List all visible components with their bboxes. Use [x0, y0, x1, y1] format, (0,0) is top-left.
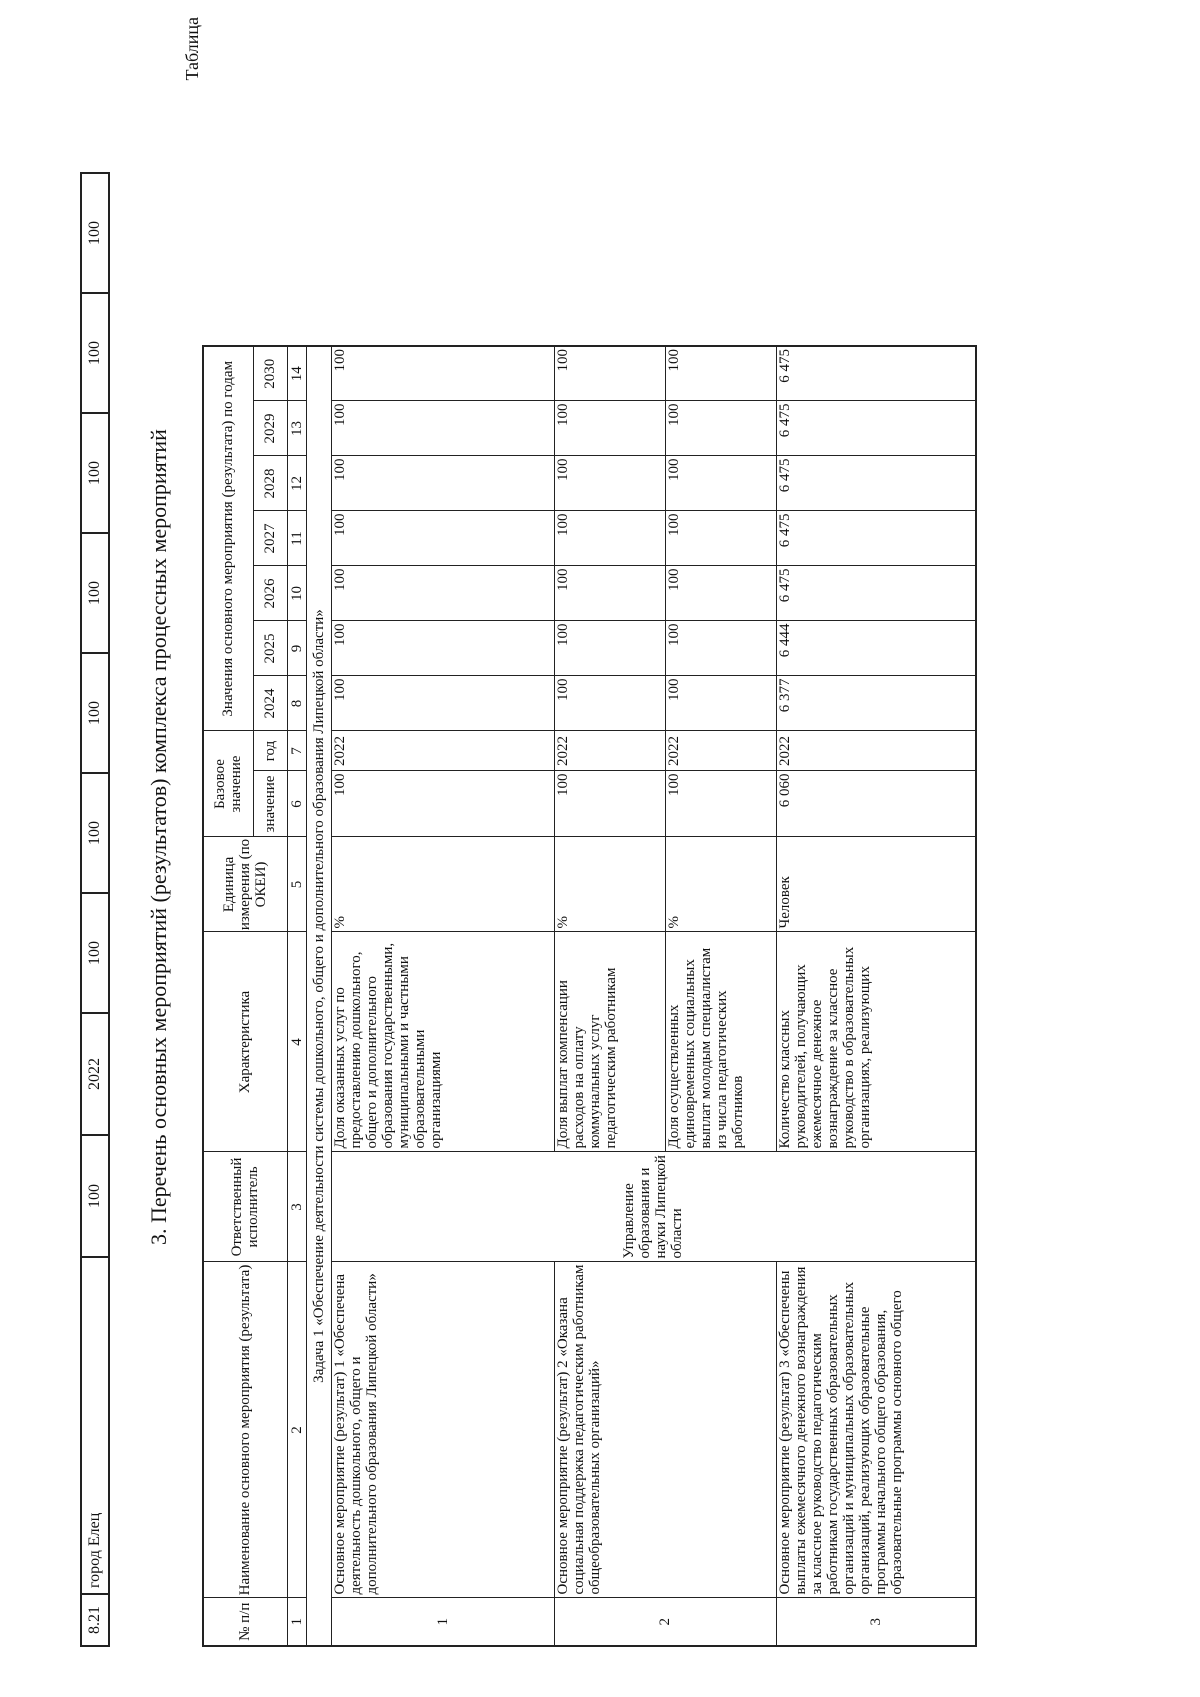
row-value: 100: [554, 456, 665, 511]
column-number: 2: [287, 1262, 306, 1598]
row-unit: %: [665, 837, 776, 932]
row-characteristic: Доля осуществленных единовременных социальных выплат молодым специалистам из числа педагогических работников: [665, 932, 776, 1152]
row-value: 100: [665, 401, 776, 456]
row-executor: Управление образования и науки Липецкой области: [331, 1152, 976, 1262]
previous-table-row: [80, 172, 110, 1647]
row-value: 100: [331, 676, 554, 731]
row-measure-name: Основное мероприятие (результат) 3 «Обеспечены выплаты ежемесячного денежного вознаграждения за классное руководство педагогическим работникам государственных образовательных организаций и муниципальных образовательных организаций, реализующих образовательные программы начального общего образования, образовательные программы основного общего: [776, 1262, 976, 1598]
row-num: 3: [776, 1598, 976, 1646]
column-number: 13: [287, 401, 306, 456]
prev-row-num: 8.21: [81, 1594, 109, 1646]
table-row: [554, 346, 665, 1646]
row-base-value: 6 060: [776, 771, 976, 837]
prev-row-value: 100: [81, 893, 109, 1013]
section-title: 3. Перечень основных мероприятий (результатов) комплекса процессных мероприятий: [146, 429, 171, 1245]
row-value: 6 475: [776, 456, 976, 511]
row-base-year: 2022: [776, 731, 976, 771]
header-year: 2025: [253, 621, 287, 676]
header-name: Наименование основного мероприятия (результата): [203, 1262, 287, 1598]
row-value: 100: [665, 346, 776, 401]
prev-row-value: 100: [81, 653, 109, 773]
header-year: 2027: [253, 511, 287, 566]
column-number: 7: [287, 731, 306, 771]
row-value: 100: [665, 676, 776, 731]
header-unit: Единица измерения (по ОКЕИ): [203, 837, 287, 932]
prev-row-value: 100: [81, 1135, 109, 1257]
header-base-value: значение: [253, 771, 287, 837]
prev-row-value: 2022: [81, 1013, 109, 1135]
table-label: Таблица: [182, 17, 202, 81]
column-number: 9: [287, 621, 306, 676]
row-value: 100: [331, 456, 554, 511]
task-title: Задача 1 «Обеспечение деятельности системы дошкольного, общего и дополнительного образования Липецкой области»: [306, 346, 331, 1646]
header-base: Базовое значение: [203, 731, 253, 837]
row-base-value: 100: [331, 771, 554, 837]
header-year: 2026: [253, 566, 287, 621]
row-value: 6 377: [776, 676, 976, 731]
header-values-by-year: Значения основного мероприятия (результата) по годам: [203, 346, 253, 731]
row-measure-name: Основное мероприятие (результат) 2 «Оказана социальная поддержка педагогическим работникам общеобразовательных организаций»: [554, 1262, 776, 1598]
header-year: 2028: [253, 456, 287, 511]
row-value: 100: [554, 346, 665, 401]
row-base-year: 2022: [665, 731, 776, 771]
row-base-year: 2022: [554, 731, 665, 771]
row-characteristic: Доля выплат компенсации расходов на оплату коммунальных услуг педагогическим работникам: [554, 932, 665, 1152]
row-value: 100: [331, 566, 554, 621]
header-base-year: год: [253, 731, 287, 771]
row-unit: %: [554, 837, 665, 932]
row-value: 100: [554, 621, 665, 676]
row-value: 100: [554, 676, 665, 731]
row-value: 6 475: [776, 566, 976, 621]
row-unit: Человек: [776, 837, 976, 932]
header-year: 2029: [253, 401, 287, 456]
row-value: 100: [554, 566, 665, 621]
row-value: 100: [331, 346, 554, 401]
row-num: 1: [331, 1598, 554, 1646]
prev-row-value: 100: [81, 533, 109, 653]
prev-row-value: 100: [81, 773, 109, 893]
header-num: № п/п: [203, 1598, 287, 1646]
header-executor: Ответственный исполнитель: [203, 1152, 287, 1262]
row-value: 100: [331, 401, 554, 456]
row-measure-name: Основное мероприятие (результат) 1 «Обеспечена деятельность дошкольного, общего и дополнительного образования Липецкой области»: [331, 1262, 554, 1598]
prev-row-value: 100: [81, 293, 109, 413]
header-year: 2024: [253, 676, 287, 731]
row-value: 100: [331, 511, 554, 566]
row-value: 100: [554, 511, 665, 566]
row-base-value: 100: [665, 771, 776, 837]
column-number: 12: [287, 456, 306, 511]
row-value: 6 475: [776, 346, 976, 401]
row-value: 100: [665, 621, 776, 676]
row-characteristic: Количество классных руководителей, получающих ежемесячное денежное вознаграждение за классное руководство в образовательных организациях, реализующих: [776, 932, 976, 1152]
column-number: 8: [287, 676, 306, 731]
row-value: 6 475: [776, 401, 976, 456]
column-number: 1: [287, 1598, 306, 1646]
prev-row-value: 100: [81, 173, 109, 293]
prev-row-name: город Елец: [81, 1257, 109, 1594]
column-number: 11: [287, 511, 306, 566]
row-value: 6 444: [776, 621, 976, 676]
table-row: [776, 346, 976, 1646]
row-value: 100: [665, 456, 776, 511]
column-number: 3: [287, 1152, 306, 1262]
row-base-value: 100: [554, 771, 665, 837]
row-unit: %: [331, 837, 554, 932]
row-base-year: 2022: [331, 731, 554, 771]
table-row: [331, 346, 554, 1646]
row-value: 100: [331, 621, 554, 676]
header-year: 2030: [253, 346, 287, 401]
column-number: 6: [287, 771, 306, 837]
row-value: 100: [665, 511, 776, 566]
row-characteristic: Доля оказанных услуг по предоставлению дошкольного, общего и дополнительного образования государственными, муниципальными и частными образовательными организациями: [331, 932, 554, 1152]
column-number: 5: [287, 837, 306, 932]
column-number: 10: [287, 566, 306, 621]
row-num: 2: [554, 1598, 776, 1646]
header-characteristic: Характеристика: [203, 932, 287, 1152]
measures-table: [202, 345, 977, 1647]
row-value: 100: [554, 401, 665, 456]
column-number: 4: [287, 932, 306, 1152]
prev-row-value: 100: [81, 413, 109, 533]
column-number: 14: [287, 346, 306, 401]
row-value: 6 475: [776, 511, 976, 566]
row-value: 100: [665, 566, 776, 621]
